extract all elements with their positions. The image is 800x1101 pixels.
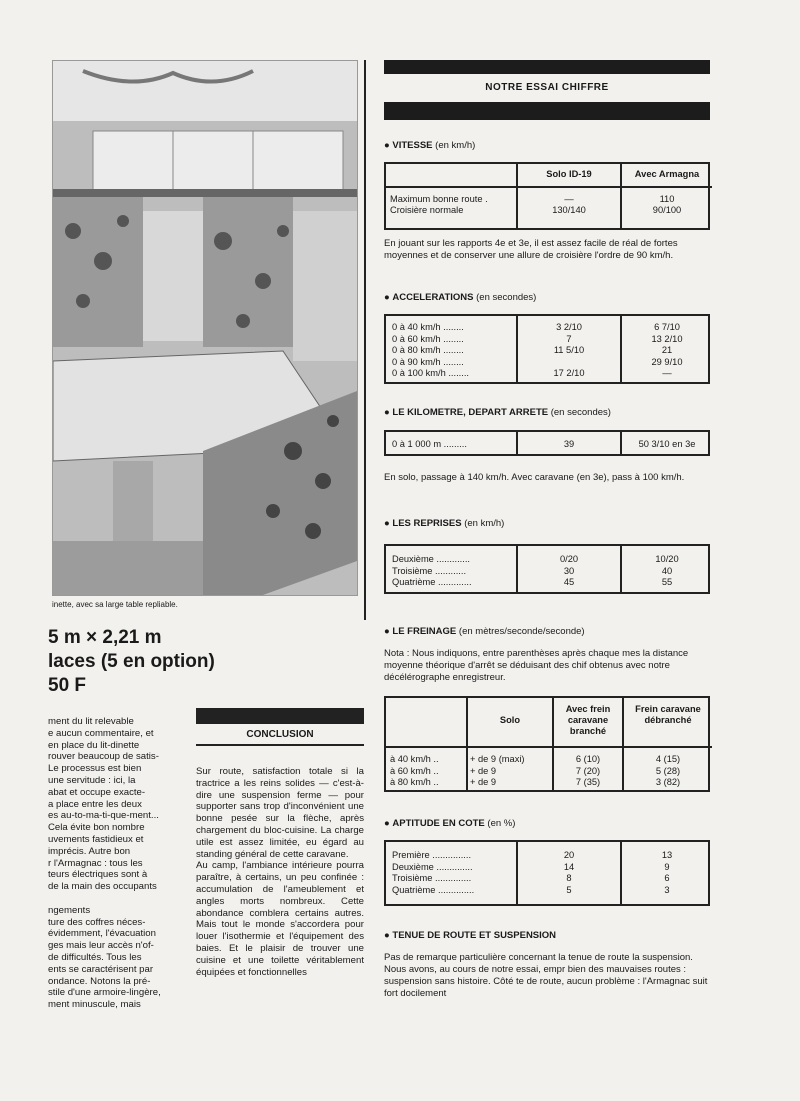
acceleration-row-solo: 3 2/10	[556, 322, 582, 332]
left-text-line: ents se caractérisent par	[48, 963, 154, 975]
section-tenue: ● TENUE DE ROUTE ET SUSPENSION	[384, 930, 557, 941]
freinage-row-solo: + de 9 (maxi)	[470, 754, 525, 764]
left-text-line: en place du lit-dinette	[48, 739, 140, 751]
freinage-row-label: à 60 km/h ..	[390, 765, 439, 776]
vitesse-row-caravane: 110	[659, 194, 675, 204]
reprise-row-caravane: 10/20	[655, 554, 679, 564]
vitesse-row-label: Maximum bonne route .	[390, 194, 488, 204]
left-text-line: ment minuscule, mais	[48, 999, 141, 1011]
left-text-line: uvements fastidieux et	[48, 833, 144, 845]
cote-row-solo: 8	[566, 873, 572, 883]
left-text-line: une servitude : ici, la	[48, 774, 136, 786]
left-text-column	[48, 716, 184, 1011]
acceleration-row-caravane: 6 7/10	[654, 322, 680, 332]
acceleration-row-label: 0 à 80 km/h ........	[392, 345, 464, 355]
caravan-interior-photo	[52, 60, 358, 596]
acceleration-row-caravane: 13 2/10	[651, 333, 683, 344]
freinage-header-debranche: Frein caravane débranché	[635, 704, 701, 725]
photo-caption: inette, avec sa large table repliable.	[52, 600, 178, 609]
freinage-row-debranche: 5 (28)	[655, 765, 681, 776]
cote-row-solo: 20	[563, 850, 575, 860]
essai-title-bar	[384, 102, 710, 120]
left-text-line: ment du lit relevable	[48, 716, 134, 727]
table-freinage	[384, 696, 710, 792]
freinage-row-label: à 40 km/h ..	[390, 754, 439, 764]
vitesse-row-solo: 130/140	[552, 205, 586, 215]
left-text-line: ture des coffres néces-	[48, 916, 146, 928]
freinage-row-debranche: 3 (82)	[655, 777, 681, 787]
left-text-line: a place entre les deux	[48, 798, 142, 810]
left-text-line: r l'Armagnac : tous les	[48, 857, 143, 869]
conclusion-paragraph-1: Sur route, satisfaction totale si la tractrice a les reins solides — c'est-à-dire une suspension ferme — pour supporter sans trop d'inconvénient une bonne pesée sur la flèche, après chargement du bloc-cuisine. La charge utile est assez limitée, eu égard au standing général de cette caravane.	[196, 766, 364, 860]
vitesse-header-caravane: Avec Armagna	[634, 169, 700, 179]
left-text-line: imprécis. Autre bon	[48, 845, 131, 857]
cote-row-label: Troisième ..............	[392, 873, 472, 883]
reprise-row-solo: 0/20	[559, 554, 579, 564]
left-text-line: e aucun commentaire, et	[48, 727, 154, 739]
cote-row-solo: 14	[563, 861, 575, 872]
tenue-note: Pas de remarque particulière concernant la tenue de route la suspension. Nous avons, au cours de notre essai, empr bien des mauvaises routes : suspension sans histoire. Côté te de route, aucun problème : l'Armagnac suit fort docilement	[384, 952, 708, 999]
freinage-header-solo: Solo	[499, 715, 521, 725]
conclusion-text	[196, 766, 364, 978]
vitesse-header-solo: Solo ID-19	[546, 169, 592, 179]
cote-row-caravane: 6	[664, 873, 670, 883]
left-text-line: stile d'une armoire-lingère,	[48, 987, 161, 999]
left-text-line: es au-to-ma-ti-que-ment...	[48, 810, 159, 822]
headline-places: laces (5 en option)	[48, 651, 215, 672]
reprise-row-label: Deuxième .............	[392, 554, 471, 564]
freinage-row-solo: + de 9	[470, 765, 497, 776]
cote-row-caravane: 3	[664, 884, 670, 895]
left-text-line	[48, 893, 184, 905]
essai-title: NOTRE ESSAI CHIFFRE	[485, 82, 609, 93]
left-text-line: évidemment, l'évacuation	[48, 928, 156, 940]
acceleration-row-solo: 17 2/10	[553, 368, 585, 378]
headline-price: 50 F	[48, 675, 87, 696]
freinage-row-solo: + de 9	[470, 777, 497, 787]
reprise-row-caravane: 40	[661, 565, 673, 576]
table-cote	[384, 840, 710, 906]
acceleration-row-solo: 11 5/10	[553, 345, 585, 355]
conclusion-paragraph-2: Au camp, l'ambiance intérieure pourra paraître, à certains, un peu confinée : accumulation de l'ameublement et angles morts nombreux. Cette abondance comblera certains autres. Mais tout le monde s'accordera pour louer l'isothermie et l'équipement des baies. Et le plaisir de trouver une cuisine et une toilette véritablement équipées et fonctionnelles	[196, 860, 364, 978]
cote-row-label: Quatrième ..............	[392, 884, 475, 895]
section-vitesse: ● VITESSE (en km/h)	[384, 140, 476, 151]
section-cote: ● APTITUDE EN COTE (en %)	[384, 818, 516, 829]
kilometre-note: En solo, passage à 140 km/h. Avec caravane (en 3e), pass à 100 km/h.	[384, 472, 685, 483]
headline-dimensions: 5 m × 2,21 m	[48, 627, 162, 648]
kilometre-row-caravane: 50 3/10 en 3e	[638, 439, 696, 449]
vitesse-note: En jouant sur les rapports 4e et 3e, il est assez facile de réal de fortes moyennes et de conserver une allure de croisière l'ordre de 90 km/h.	[384, 238, 678, 261]
vitesse-row-label: Croisière normale	[390, 205, 464, 215]
left-text-line: de difficultés. Tous les	[48, 951, 142, 963]
conclusion-title: CONCLUSION	[196, 726, 364, 746]
reprise-row-caravane: 55	[661, 577, 673, 587]
freinage-row-branche: 7 (35)	[575, 777, 601, 787]
cote-row-label: Deuxième ..............	[392, 861, 473, 872]
acceleration-row-label: 0 à 100 km/h ........	[392, 368, 469, 378]
kilometre-row-label: 0 à 1 000 m .........	[392, 439, 467, 449]
reprise-row-label: Troisième ............	[392, 565, 467, 576]
acceleration-row-label: 0 à 90 km/h ........	[392, 356, 464, 367]
left-text-line: ges mais leur accès n'of-	[48, 940, 154, 952]
reprise-row-solo: 45	[563, 577, 575, 587]
interior-photo-drawing	[53, 61, 357, 595]
reprise-row-solo: 30	[563, 565, 575, 576]
left-text-line: teurs électriques sont à	[48, 869, 148, 881]
vitesse-row-caravane: 90/100	[652, 205, 682, 215]
cote-row-label: Première ...............	[392, 850, 472, 860]
freinage-row-branche: 7 (20)	[575, 765, 601, 776]
acceleration-row-label: 0 à 40 km/h ........	[392, 322, 464, 332]
left-text-line: ondance. Notons la pré-	[48, 975, 151, 987]
section-reprises: ● LES REPRISES (en km/h)	[384, 518, 505, 529]
essai-top-bar	[384, 60, 710, 74]
left-text-line: ngements	[48, 904, 91, 916]
acceleration-row-caravane: 29 9/10	[651, 356, 683, 367]
left-text-line: abat et occupe exacte-	[48, 786, 146, 798]
kilometre-row-solo: 39	[563, 439, 575, 449]
table-vitesse	[384, 162, 710, 230]
acceleration-row-label: 0 à 60 km/h ........	[392, 333, 464, 344]
acceleration-row-solo: 7	[566, 333, 572, 344]
section-kilometre: ● LE KILOMETRE, DEPART ARRETE (en secondes)	[384, 407, 611, 418]
section-freinage: ● LE FREINAGE (en mètres/seconde/seconde)	[384, 626, 585, 637]
left-text-line: Cela évite bon nombre	[48, 822, 145, 834]
left-text-line: rouver beaucoup de satis-	[48, 751, 159, 763]
freinage-header-branche: Avec frein caravane branché	[565, 704, 611, 736]
left-text-line: Le processus est bien	[48, 763, 142, 775]
table-kilometre	[384, 430, 710, 456]
cote-row-caravane: 9	[664, 861, 670, 872]
acceleration-row-caravane: —	[662, 368, 672, 378]
conclusion-bar	[196, 708, 364, 724]
column-divider	[364, 60, 366, 620]
reprise-row-label: Quatrième .............	[392, 577, 472, 587]
vitesse-row-solo: —	[564, 194, 574, 204]
freinage-row-branche: 6 (10)	[575, 754, 601, 764]
table-reprises	[384, 544, 710, 594]
table-accelerations	[384, 314, 710, 384]
freinage-row-label: à 80 km/h ..	[390, 777, 439, 787]
freinage-row-debranche: 4 (15)	[655, 754, 681, 764]
cote-row-solo: 5	[566, 884, 572, 895]
acceleration-row-caravane: 21	[661, 345, 673, 355]
cote-row-caravane: 13	[661, 850, 673, 860]
left-text-line: de la main des occupants	[48, 881, 157, 893]
freinage-note: Nota : Nous indiquons, entre parenthèses après chaque mes la distance moyenne théorique d'arrêt se déduisant des chif obtenus avec notre décélérographe enregistreur.	[384, 648, 689, 683]
section-accelerations: ● ACCELERATIONS (en secondes)	[384, 292, 537, 303]
